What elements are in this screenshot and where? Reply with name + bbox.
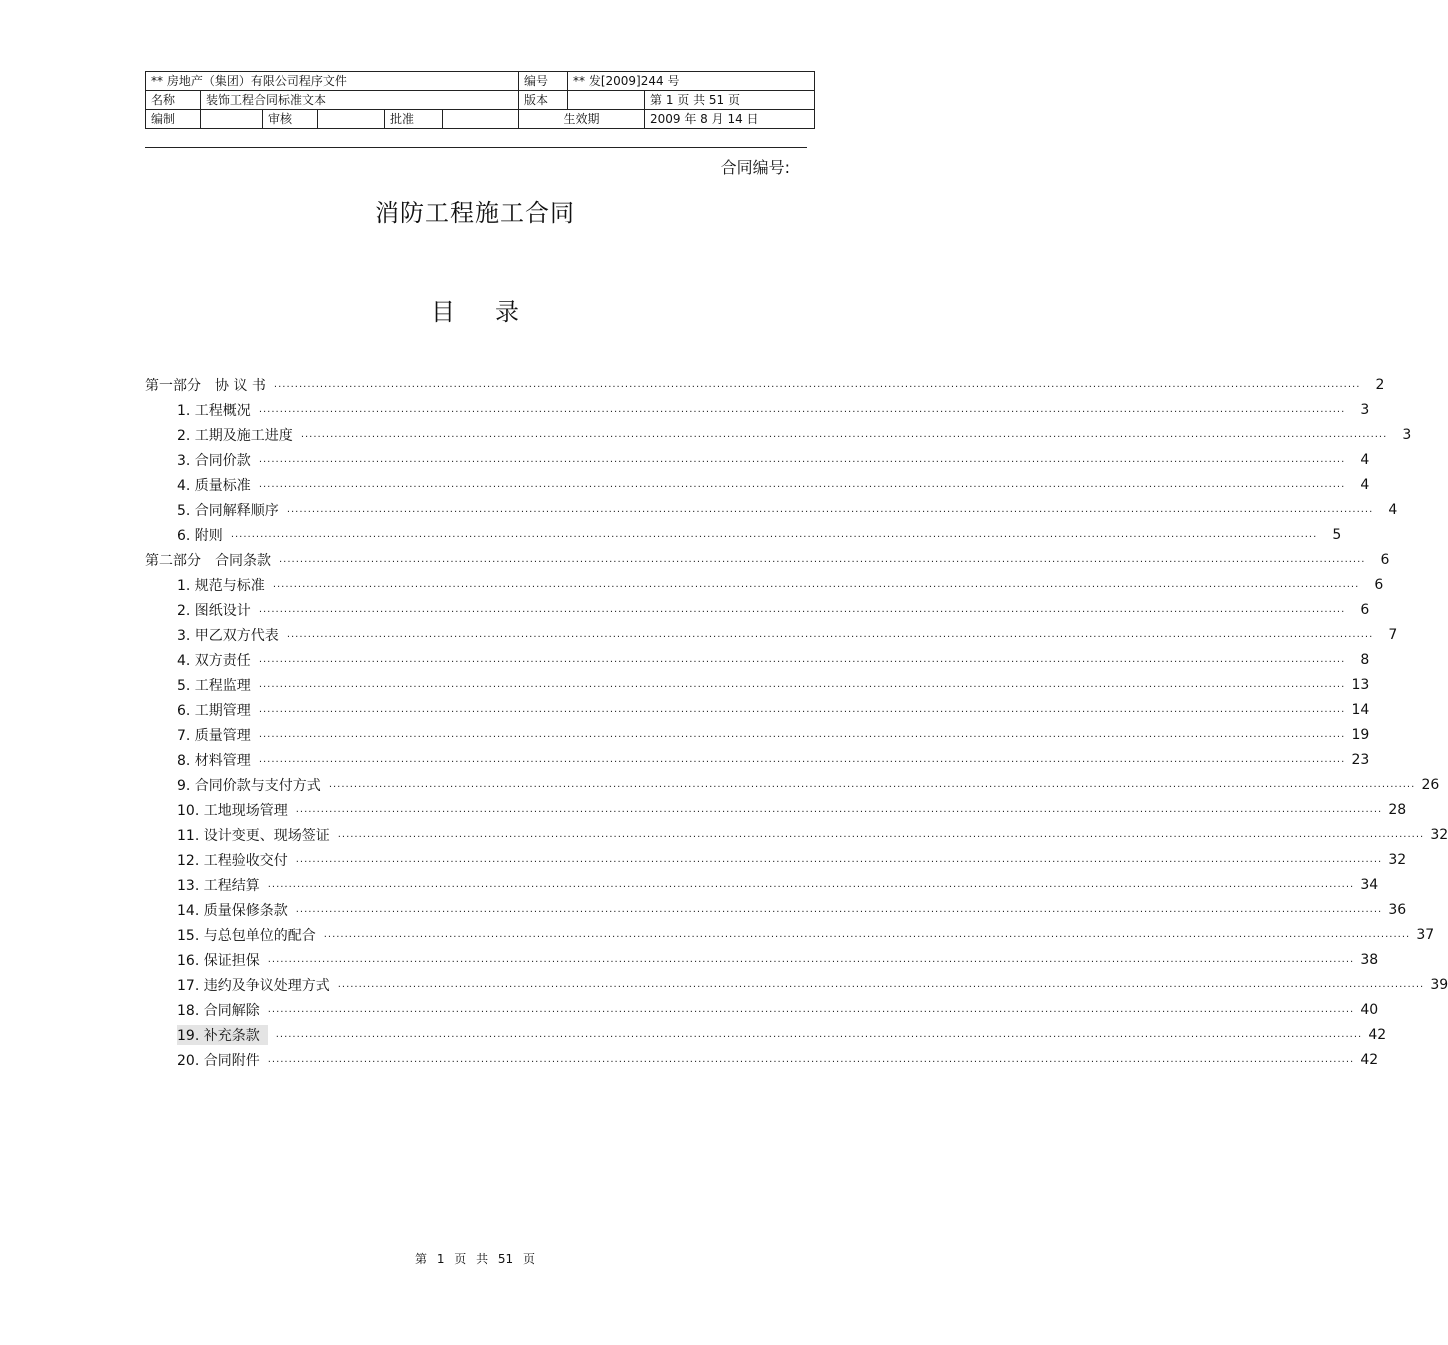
compile-value-cell: [201, 110, 263, 129]
toc-entry[interactable]: [145, 497, 1398, 522]
toc-heading: 目录: [431, 298, 559, 326]
toc-entry-label: 12. 工程验收交付: [177, 852, 288, 869]
page-info-cell: 第 1 页 共 51 页: [645, 91, 815, 110]
company-doc-cell: ** 房地产（集团）有限公司程序文件: [146, 72, 519, 91]
toc-entry-page: 36: [1388, 901, 1407, 918]
toc-entry-page: 42: [1360, 1051, 1379, 1068]
toc-dot-leader: ....................................................................................................................................................................................................................................................................: [230, 528, 1318, 540]
review-label-cell: 审核: [263, 110, 318, 129]
toc-entry[interactable]: [145, 572, 1384, 597]
toc-dot-leader: ....................................................................................................................................................................................................................................................................: [337, 978, 1425, 990]
toc-entry[interactable]: [145, 397, 1370, 422]
toc-entry-page: 6: [1380, 551, 1390, 568]
toc-section[interactable]: [145, 547, 1390, 572]
toc-entry[interactable]: [145, 722, 1370, 747]
toc-entry-page: 5: [1332, 526, 1342, 543]
toc-entry-label: 14. 质量保修条款: [177, 902, 288, 919]
toc-dot-leader: ....................................................................................................................................................................................................................................................................: [258, 403, 1346, 415]
toc-entry-label: 第二部分 合同条款: [145, 552, 271, 569]
toc-entry[interactable]: [145, 822, 1448, 847]
toc-entry-label: 16. 保证担保: [177, 952, 260, 969]
toc-entry-label: 19. 补充条款: [177, 1025, 268, 1045]
toc-entry-page: 26: [1421, 776, 1440, 793]
toc-entry[interactable]: [145, 672, 1370, 697]
toc-entry-page: 34: [1360, 876, 1379, 893]
toc-entry-label: 13. 工程结算: [177, 877, 260, 894]
toc-entry[interactable]: [145, 447, 1370, 472]
toc-dot-leader: ....................................................................................................................................................................................................................................................................: [337, 828, 1425, 840]
compile-label-cell: 编制: [146, 110, 201, 129]
toc-entry-page: 3: [1402, 426, 1412, 443]
toc-entry-page: 7: [1388, 626, 1398, 643]
page-footer: 第 1 页 共 51 页: [415, 1252, 535, 1266]
toc-entry-label: 6. 工期管理: [177, 702, 251, 719]
toc-dot-leader: ....................................................................................................................................................................................................................................................................: [258, 703, 1346, 715]
toc-dot-leader: ....................................................................................................................................................................................................................................................................: [258, 678, 1346, 690]
toc-entry-label: 4. 双方责任: [177, 652, 251, 669]
toc-entry[interactable]: [145, 922, 1435, 947]
toc-entry-page: 2: [1375, 376, 1385, 393]
toc-entry-page: 4: [1388, 501, 1398, 518]
toc-entry[interactable]: [145, 997, 1379, 1022]
toc-entry-page: 28: [1388, 801, 1407, 818]
toc-entry-page: 32: [1388, 851, 1407, 868]
approve-label-cell: 批准: [385, 110, 443, 129]
toc-dot-leader: ....................................................................................................................................................................................................................................................................: [267, 1003, 1355, 1015]
toc-entry-page: 32: [1430, 826, 1448, 843]
toc-dot-leader: ....................................................................................................................................................................................................................................................................: [258, 478, 1346, 490]
toc-entry-page: 6: [1374, 576, 1384, 593]
toc-entry[interactable]: [145, 847, 1407, 872]
toc-entry-label: 5. 合同解释顺序: [177, 502, 279, 519]
toc-dot-leader: ....................................................................................................................................................................................................................................................................: [258, 653, 1346, 665]
code-label-cell: 编号: [519, 72, 568, 91]
toc-dot-leader: ....................................................................................................................................................................................................................................................................: [258, 453, 1346, 465]
toc-entry-page: 14: [1351, 701, 1370, 718]
toc-entry[interactable]: [145, 647, 1370, 672]
table-of-contents: [145, 372, 1448, 1072]
toc-entry-page: 4: [1360, 451, 1370, 468]
toc-entry-label: 2. 图纸设计: [177, 602, 251, 619]
toc-dot-leader: ....................................................................................................................................................................................................................................................................: [295, 853, 1383, 865]
name-value-cell: 装饰工程合同标准文本: [201, 91, 519, 110]
toc-entry-page: 4: [1360, 476, 1370, 493]
review-value-cell: [318, 110, 385, 129]
toc-dot-leader: ....................................................................................................................................................................................................................................................................: [273, 378, 1361, 390]
name-label-cell: 名称: [146, 91, 201, 110]
toc-entry-page: 38: [1360, 951, 1379, 968]
toc-entry[interactable]: [145, 797, 1407, 822]
toc-entry-page: 3: [1360, 401, 1370, 418]
toc-entry-page: 13: [1351, 676, 1370, 693]
toc-entry-label: 1. 工程概况: [177, 402, 251, 419]
toc-dot-leader: ....................................................................................................................................................................................................................................................................: [275, 1028, 1363, 1040]
toc-entry-page: 40: [1360, 1001, 1379, 1018]
toc-dot-leader: ....................................................................................................................................................................................................................................................................: [272, 578, 1360, 590]
toc-entry-label: 4. 质量标准: [177, 477, 251, 494]
toc-entry[interactable]: [145, 1047, 1379, 1072]
toc-entry[interactable]: [145, 772, 1440, 797]
toc-entry-page: 37: [1416, 926, 1435, 943]
toc-entry[interactable]: [145, 422, 1412, 447]
toc-dot-leader: ....................................................................................................................................................................................................................................................................: [295, 903, 1383, 915]
toc-entry-page: 42: [1368, 1026, 1387, 1043]
toc-entry-page: 39: [1430, 976, 1448, 993]
toc-entry[interactable]: [145, 872, 1379, 897]
version-value-cell: [568, 91, 645, 110]
document-header-table: [145, 71, 815, 129]
toc-dot-leader: ....................................................................................................................................................................................................................................................................: [295, 803, 1383, 815]
toc-entry-page: 8: [1360, 651, 1370, 668]
toc-dot-leader: ....................................................................................................................................................................................................................................................................: [267, 1053, 1355, 1065]
toc-dot-leader: ....................................................................................................................................................................................................................................................................: [258, 753, 1346, 765]
toc-entry[interactable]: [145, 622, 1398, 647]
toc-entry[interactable]: [145, 1022, 1387, 1047]
toc-entry[interactable]: [145, 522, 1342, 547]
toc-dot-leader: ....................................................................................................................................................................................................................................................................: [286, 503, 1374, 515]
toc-entry-page: 6: [1360, 601, 1370, 618]
toc-entry[interactable]: [145, 697, 1370, 722]
toc-dot-leader: ....................................................................................................................................................................................................................................................................: [286, 628, 1374, 640]
toc-entry-label: 11. 设计变更、现场签证: [177, 827, 330, 844]
toc-entry-label: 15. 与总包单位的配合: [177, 927, 316, 944]
contract-number-label: 合同编号:: [720, 158, 790, 177]
toc-dot-leader: ....................................................................................................................................................................................................................................................................: [267, 878, 1355, 890]
toc-entry-label: 5. 工程监理: [177, 677, 251, 694]
toc-entry-label: 10. 工地现场管理: [177, 802, 288, 819]
toc-dot-leader: ....................................................................................................................................................................................................................................................................: [323, 928, 1411, 940]
toc-entry-label: 9. 合同价款与支付方式: [177, 777, 321, 794]
version-label-cell: 版本: [519, 91, 568, 110]
header-divider: [145, 147, 807, 148]
toc-entry-label: 18. 合同解除: [177, 1002, 260, 1019]
toc-entry[interactable]: [145, 972, 1448, 997]
toc-entry-label: 6. 附则: [177, 527, 223, 544]
toc-entry-label: 20. 合同附件: [177, 1052, 260, 1069]
toc-dot-leader: ....................................................................................................................................................................................................................................................................: [300, 428, 1388, 440]
toc-entry-label: 3. 甲乙双方代表: [177, 627, 279, 644]
effective-label-cell: 生效期: [519, 110, 645, 129]
toc-entry-label: 17. 违约及争议处理方式: [177, 977, 330, 994]
toc-entry[interactable]: [145, 747, 1370, 772]
toc-entry-label: 7. 质量管理: [177, 727, 251, 744]
toc-entry[interactable]: [145, 597, 1370, 622]
toc-entry-page: 19: [1351, 726, 1370, 743]
toc-entry-label: 8. 材料管理: [177, 752, 251, 769]
effective-value-cell: 2009 年 8 月 14 日: [645, 110, 815, 129]
toc-entry-label: 1. 规范与标准: [177, 577, 265, 594]
toc-entry[interactable]: [145, 897, 1407, 922]
toc-entry-page: 23: [1351, 751, 1370, 768]
toc-entry-label: 第一部分 协 议 书: [145, 377, 266, 394]
code-value-cell: ** 发[2009]244 号: [568, 72, 815, 91]
toc-entry-label: 2. 工期及施工进度: [177, 427, 293, 444]
toc-dot-leader: ....................................................................................................................................................................................................................................................................: [328, 778, 1416, 790]
toc-section[interactable]: [145, 372, 1385, 397]
toc-entry[interactable]: [145, 947, 1379, 972]
toc-dot-leader: ....................................................................................................................................................................................................................................................................: [258, 603, 1346, 615]
toc-entry[interactable]: [145, 472, 1370, 497]
approve-value-cell: [443, 110, 519, 129]
toc-dot-leader: ....................................................................................................................................................................................................................................................................: [279, 553, 1366, 565]
toc-dot-leader: ....................................................................................................................................................................................................................................................................: [267, 953, 1355, 965]
toc-dot-leader: ....................................................................................................................................................................................................................................................................: [258, 728, 1346, 740]
document-title: 消防工程施工合同: [375, 199, 575, 227]
toc-entry-label: 3. 合同价款: [177, 452, 251, 469]
